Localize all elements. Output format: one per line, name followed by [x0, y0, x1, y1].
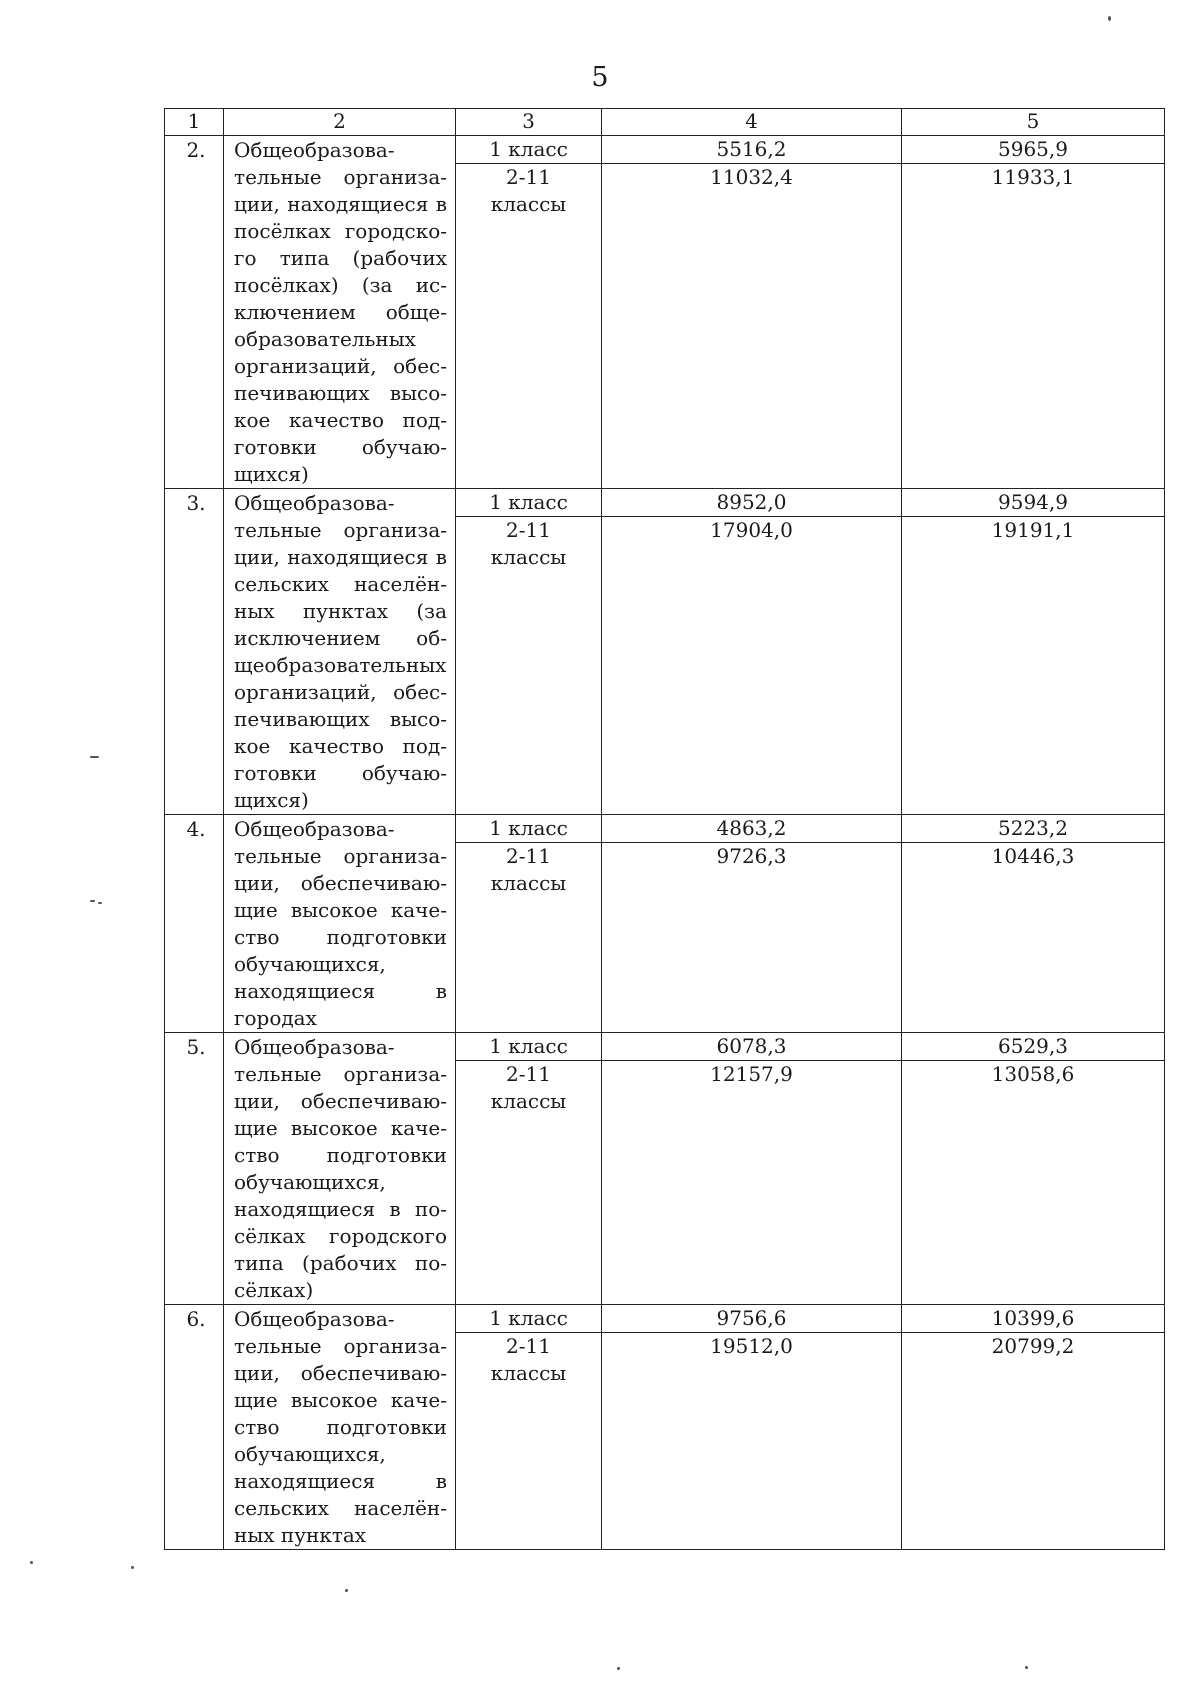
description-line: сельских населён-: [234, 572, 447, 596]
row-number: 5.: [186, 1035, 206, 1059]
scan-mark: [30, 1561, 33, 1564]
description-line: тельные организа-: [234, 844, 447, 868]
col5-cell-first-class: 9594,9: [902, 489, 1164, 517]
description-line: Общеобразова-: [234, 1035, 395, 1059]
col4-cell: [602, 1305, 902, 1550]
class-cell-other-classes: [456, 1333, 601, 1387]
description-cell: [224, 136, 456, 489]
scan-mark: [90, 756, 99, 758]
header-col-5: 5: [902, 109, 1165, 136]
class-cell-first-class: 1 класс: [456, 1033, 601, 1061]
col5-cell: [902, 1305, 1165, 1550]
description-line: находящиеся в: [234, 979, 447, 1003]
description-line: готовки обучаю-: [234, 761, 447, 785]
description-line: ключением обще-: [234, 300, 447, 324]
col4-cell: [602, 1033, 902, 1305]
class-cell-value: 2-11: [506, 844, 551, 868]
class-cell-value: 2-11: [506, 1062, 551, 1086]
col4-cell-first-class: 6078,3: [602, 1033, 901, 1061]
description-line: обучающихся,: [234, 952, 386, 976]
col5-cell-first-class: 5223,2: [902, 815, 1164, 843]
description-line: печивающих высо-: [234, 381, 447, 405]
row-number-cell: [165, 1305, 224, 1550]
description-line: находящиеся в: [234, 1469, 447, 1493]
table-row: [165, 1305, 1165, 1550]
table-row: [165, 136, 1165, 489]
class-cell-value: классы: [490, 545, 567, 569]
col4-cell-value: 12157,9: [710, 1062, 793, 1086]
description-cell: [224, 1033, 456, 1305]
col4-cell-other-classes: [602, 164, 901, 191]
class-cell: [456, 1033, 602, 1305]
description-cell: [224, 1305, 456, 1550]
col5-cell-other-classes: [902, 1061, 1164, 1088]
col5-cell-value: 13058,6: [991, 1062, 1075, 1086]
col5-cell-value: 11933,1: [991, 165, 1075, 189]
description-line: ных пунктах (за: [234, 599, 447, 623]
col4-cell: [602, 815, 902, 1033]
class-cell-first-class: 1 класс: [456, 1305, 601, 1333]
col4-cell-value: 9726,3: [716, 844, 787, 868]
table-body: [165, 136, 1165, 1550]
col5-cell-value: 10446,3: [991, 844, 1075, 868]
col5-cell: [902, 815, 1165, 1033]
col4-cell-other-classes: [602, 843, 901, 870]
col5-cell: [902, 1033, 1165, 1305]
class-cell-value: 2-11: [506, 1334, 551, 1358]
class-cell-value: классы: [490, 192, 567, 216]
col4-cell: [602, 136, 902, 489]
description-line: тельные организа-: [234, 1062, 447, 1086]
class-cell: [456, 489, 602, 815]
scan-mark: [345, 1589, 348, 1592]
description-line: ции, обеспечиваю-: [234, 1089, 447, 1113]
header-col-1: 1: [165, 109, 224, 136]
description-line: ных пунктах: [234, 1523, 367, 1547]
row-number: 4.: [186, 817, 206, 841]
description-cell: [224, 815, 456, 1033]
description-line: кое качество под-: [234, 408, 447, 432]
table-header: [165, 109, 1165, 136]
description-line: городах: [234, 1006, 317, 1030]
col4-cell-value: 11032,4: [710, 165, 793, 189]
col4-cell-value: 17904,0: [710, 518, 793, 542]
description-line: тельные организа-: [234, 165, 447, 189]
class-cell-first-class: 1 класс: [456, 815, 601, 843]
description-line: ство подготовки: [234, 1143, 447, 1167]
description-line: щие высокое каче-: [234, 1388, 447, 1412]
description-line: ство подготовки: [234, 925, 447, 949]
scan-mark: [617, 1667, 620, 1670]
row-number-cell: [165, 489, 224, 815]
col4-cell-other-classes: [602, 1333, 901, 1360]
header-col-3: 3: [456, 109, 602, 136]
page-number: 5: [591, 62, 609, 93]
col4-cell-value: 19512,0: [710, 1334, 793, 1358]
table-row: [165, 489, 1165, 815]
row-number-cell: [165, 815, 224, 1033]
description-line: обучающихся,: [234, 1170, 386, 1194]
description-line: обучающихся,: [234, 1442, 386, 1466]
class-cell-first-class: 1 класс: [456, 136, 601, 164]
class-cell-value: 2-11: [506, 165, 551, 189]
description-line: ции, обеспечиваю-: [234, 871, 447, 895]
col4-cell: [602, 489, 902, 815]
class-cell: [456, 815, 602, 1033]
class-cell-value: 2-11: [506, 518, 551, 542]
description-line: щеобразовательных: [234, 653, 447, 677]
class-cell-first-class: 1 класс: [456, 489, 601, 517]
row-number: 2.: [186, 138, 206, 162]
description-line: организаций, обес-: [234, 354, 447, 378]
description-line: посёлках) (за ис-: [234, 273, 447, 297]
col5-cell-value: 19191,1: [991, 518, 1075, 542]
description-line: сёлках городского: [234, 1224, 447, 1248]
description-line: типа (рабочих по-: [234, 1251, 447, 1275]
table-row: [165, 815, 1165, 1033]
scan-mark: [90, 900, 95, 902]
class-cell: [456, 136, 602, 489]
description-line: щихся): [234, 788, 309, 812]
description-line: тельные организа-: [234, 1334, 447, 1358]
header-col-2: 2: [224, 109, 456, 136]
header-row: [165, 109, 1165, 136]
description-line: Общеобразова-: [234, 817, 395, 841]
scan-mark: [98, 902, 102, 904]
col5-cell-first-class: 10399,6: [902, 1305, 1164, 1333]
description-line: ции, находящиеся в: [234, 192, 447, 216]
col5-cell: [902, 489, 1165, 815]
class-cell-value: классы: [490, 1089, 567, 1113]
description-line: ции, обеспечиваю-: [234, 1361, 447, 1385]
description-line: Общеобразова-: [234, 138, 395, 162]
description-line: сёлках): [234, 1278, 314, 1302]
col4-cell-other-classes: [602, 1061, 901, 1088]
col5-cell-first-class: 6529,3: [902, 1033, 1164, 1061]
class-cell-other-classes: [456, 843, 601, 897]
description-line: щие высокое каче-: [234, 1116, 447, 1140]
description-line: организаций, обес-: [234, 680, 447, 704]
description-line: Общеобразова-: [234, 491, 395, 515]
col4-cell-first-class: 9756,6: [602, 1305, 901, 1333]
row-number: 6.: [186, 1307, 206, 1331]
col5-cell-other-classes: [902, 843, 1164, 870]
scan-mark: [1108, 16, 1111, 21]
row-number-cell: [165, 136, 224, 489]
scan-mark: [1025, 1666, 1028, 1669]
description-line: ции, находящиеся в: [234, 545, 447, 569]
col4-cell-first-class: 8952,0: [602, 489, 901, 517]
description-line: сельских населён-: [234, 1496, 447, 1520]
col5-cell-value: 20799,2: [991, 1334, 1075, 1358]
class-cell-value: классы: [490, 1361, 567, 1385]
col5-cell-other-classes: [902, 517, 1164, 544]
description-line: щихся): [234, 462, 309, 486]
row-number-cell: [165, 1033, 224, 1305]
class-cell-other-classes: [456, 517, 601, 571]
class-cell-other-classes: [456, 1061, 601, 1115]
class-cell-value: классы: [490, 871, 567, 895]
description-line: образовательных: [234, 327, 416, 351]
col5-cell: [902, 136, 1165, 489]
table-row: [165, 1033, 1165, 1305]
description-line: тельные организа-: [234, 518, 447, 542]
description-line: Общеобразова-: [234, 1307, 395, 1331]
col4-cell-first-class: 4863,2: [602, 815, 901, 843]
scan-mark: [131, 1566, 134, 1569]
col5-cell-first-class: 5965,9: [902, 136, 1164, 164]
description-line: исключением об-: [234, 626, 447, 650]
description-line: посёлках городско-: [234, 219, 447, 243]
description-line: щие высокое каче-: [234, 898, 447, 922]
row-number: 3.: [186, 491, 206, 515]
col5-cell-other-classes: [902, 164, 1164, 191]
col5-cell-other-classes: [902, 1333, 1164, 1360]
description-line: ство подготовки: [234, 1415, 447, 1439]
description-line: го типа (рабочих: [234, 246, 447, 270]
description-line: кое качество под-: [234, 734, 447, 758]
header-col-4: 4: [602, 109, 902, 136]
description-line: печивающих высо-: [234, 707, 447, 731]
data-table: [164, 108, 1165, 1550]
class-cell-other-classes: [456, 164, 601, 218]
description-line: находящиеся в по-: [234, 1197, 447, 1221]
description-cell: [224, 489, 456, 815]
col4-cell-other-classes: [602, 517, 901, 544]
description-line: готовки обучаю-: [234, 435, 447, 459]
class-cell: [456, 1305, 602, 1550]
col4-cell-first-class: 5516,2: [602, 136, 901, 164]
